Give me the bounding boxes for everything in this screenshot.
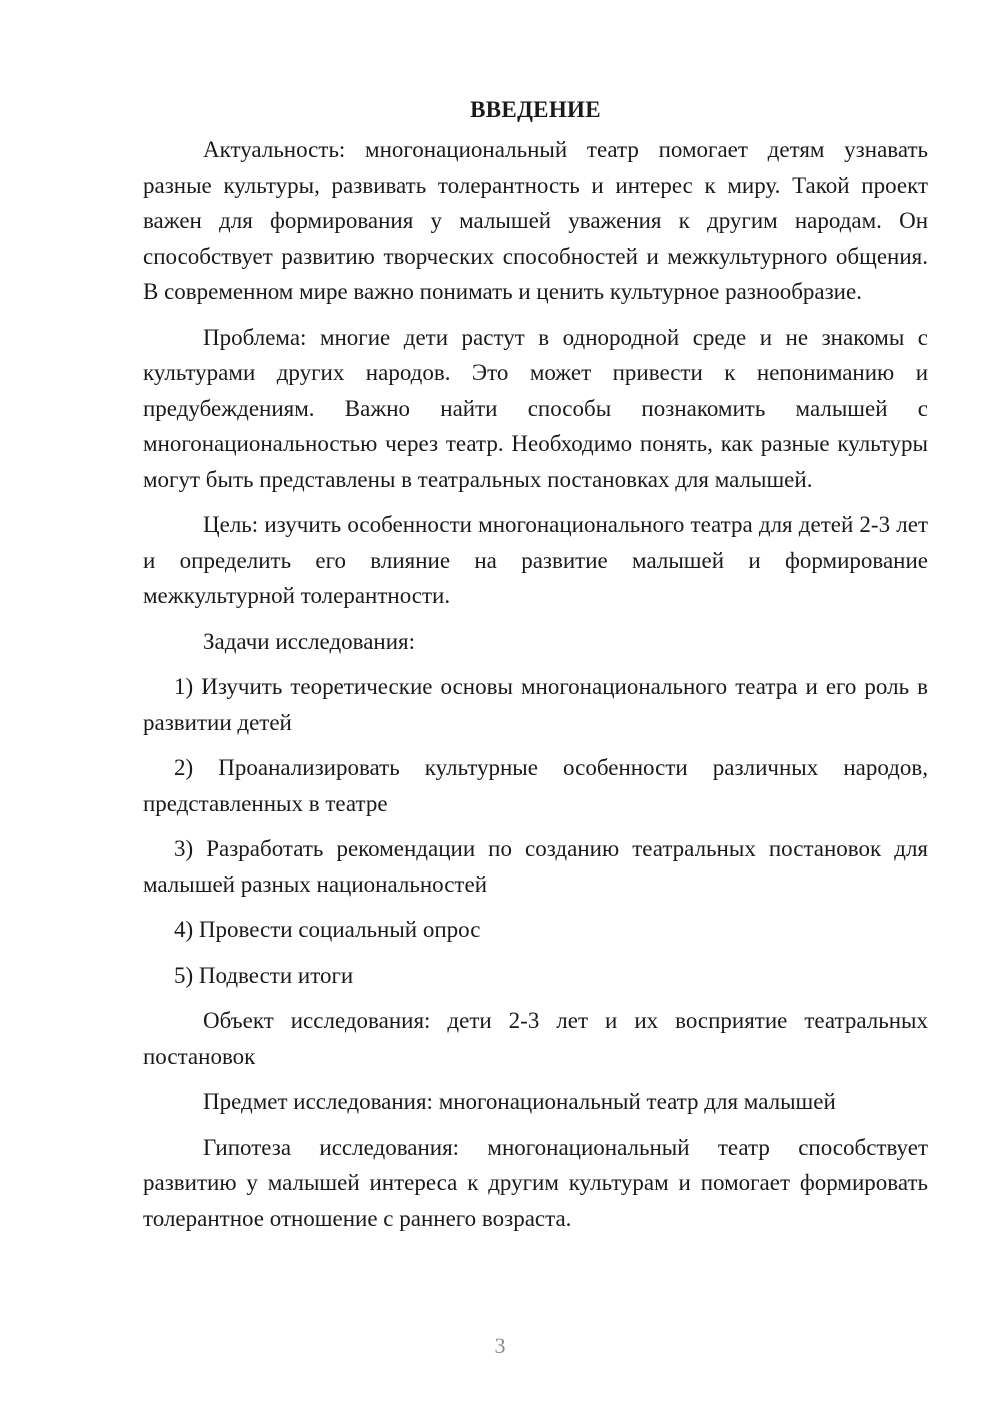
tasks-heading: Задачи исследования: <box>203 628 416 654</box>
task-item: 1) Изучить теоретические основы многонационального театра и его роль в развитии детей <box>143 674 928 735</box>
research-hypothesis-paragraph: Гипотеза исследования: многонациональный театр способствует развитию у малышей интереса к другим культурам и помогает формировать толерантное отношение с раннего возраста. <box>143 1134 928 1231</box>
page-content <box>143 92 928 1246</box>
tasks-list <box>143 669 928 993</box>
relevance-paragraph: Актуальность: многонациональный театр помогает детям узнавать разные культуры, развивать толерантность и интерес к миру. Такой проект важен для формирования у малышей уважения к другим народам. Он способствует развитию творческих способностей и межкультурного общения. В современном мире важно понимать и ценить культурное разнообразие. <box>143 137 928 304</box>
task-item: 4) Провести социальный опрос <box>174 917 481 942</box>
research-subject-paragraph: Предмет исследования: многонациональный театр для малышей <box>203 1089 836 1114</box>
task-item: 3) Разработать рекомендации по созданию театральных постановок для малышей разных национальностей <box>143 836 928 897</box>
task-item: 2) Проанализировать культурные особенности различных народов, представленных в театре <box>143 755 928 816</box>
page-number: 3 <box>494 1333 506 1358</box>
task-item: 5) Подвести итоги <box>174 962 354 988</box>
research-object-paragraph: Объект исследования: дети 2-3 лет и их восприятие театральных постановок <box>143 1008 928 1069</box>
goal-paragraph: Цель: изучить особенности многонационального театра для детей 2-3 лет и определить его влияние на развитие малышей и формирование межкультурной толерантности. <box>143 512 928 608</box>
page-title: ВВЕДЕНИЕ <box>470 97 601 122</box>
problem-paragraph: Проблема: многие дети растут в однородной среде и не знакомы с культурами других народов. Это может привести к непониманию и предубеждениям. Важно найти способы познакомить малышей с многонациональностью через театр. Необходимо понять, как разные культуры могут быть представлены в театральных постановках для малышей. <box>143 324 928 492</box>
